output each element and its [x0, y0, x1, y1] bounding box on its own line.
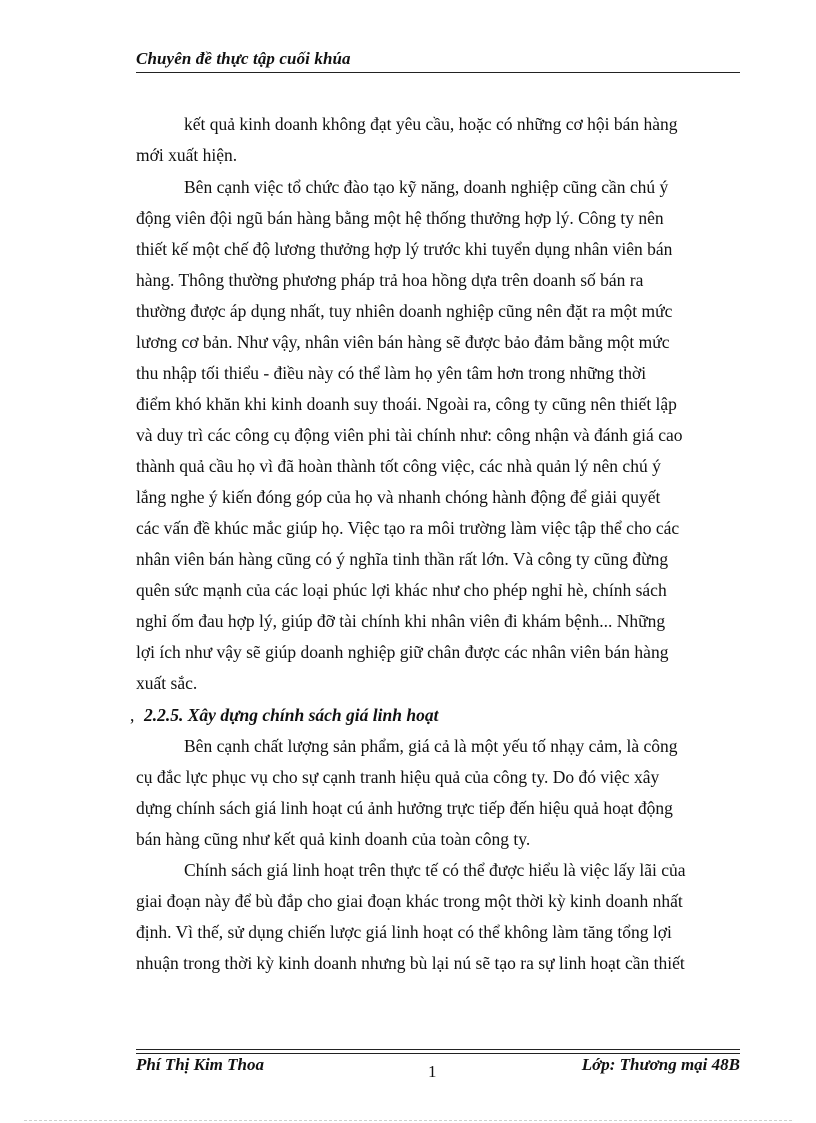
- paragraph-flexible-pricing: Chính sách giá linh hoạt trên thực tế có thể được hiểu là việc lấy lãi của giai đoạn này để bù đắp cho giai đoạn khác trong một thời kỳ kinh doanh nhất định. Vì thế, sử dụng chiến lược giá linh hoạt có thể không làm tăng tổng lợi nhuận trong thời kỳ kinh doanh nhưng bù lại nú sẽ tạo ra sự linh hoạt cần thiết: [136, 860, 686, 973]
- footer-class: Lớp: Thương mại 48B: [581, 1055, 740, 1074]
- page-edge-divider: [24, 1120, 792, 1121]
- header-title: Chuyên đề thực tập cuối khúa: [136, 49, 351, 68]
- footer-author: Phí Thị Kim Thoa: [136, 1055, 264, 1074]
- footer-divider: [136, 1049, 740, 1054]
- section-heading-text: 2.2.5. Xây dựng chính sách giá linh hoạt: [144, 705, 439, 725]
- section-heading-mark: ,: [130, 705, 135, 725]
- paragraph-pricing-intro: Bên cạnh chất lượng sản phẩm, giá cả là một yếu tố nhạy cảm, là công cụ đắc lực phục vụ cho sự cạnh tranh hiệu quả của công ty. Do đó việc xây dựng chính sách giá linh hoạt cú ảnh hưởng trực tiếp đến hiệu quả hoạt động bán hàng cũng như kết quả kinh doanh của toàn công ty.: [136, 736, 678, 849]
- document-body: [130, 109, 740, 979]
- page-header: [136, 48, 740, 73]
- paragraph-continuation: kết quả kinh doanh không đạt yêu cầu, hoặc có những cơ hội bán hàng mới xuất hiện.: [136, 114, 678, 165]
- page-number: 1: [428, 1062, 437, 1081]
- section-heading: [130, 699, 740, 731]
- paragraph-sales-motivation: Bên cạnh việc tổ chức đào tạo kỹ năng, doanh nghiệp cũng cần chú ý động viên đội ngũ bán hàng bằng một hệ thống thưởng hợp lý. Công ty nên thiết kế một chế độ lương thưởng hợp lý trước khi tuyển dụng nhân viên bán hàng. Thông thường phương pháp trả hoa hồng dựa trên doanh số bán ra thường được áp dụng nhất, tuy nhiên doanh nghiệp cũng nên đặt ra một mức lương cơ bản. Như vậy, nhân viên bán hàng sẽ được bảo đảm bằng một mức thu nhập tối thiểu - điều này có thể làm họ yên tâm hơn trong những thời điểm khó khăn khi kinh doanh suy thoái. Ngoài ra, công ty cũng nên thiết lập và duy trì các công cụ động viên phi tài chính như: công nhận và đánh giá cao thành quả cầu họ vì đã hoàn thành tốt công việc, các nhà quản lý nên chú ý lắng nghe ý kiến đóng góp của họ và nhanh chóng hành động để giải quyết các vấn đề khúc mắc giúp họ. Việc tạo ra môi trường làm việc tập thể cho các nhân viên bán hàng cũng có ý nghĩa tinh thần rất lớn. Và công ty cũng đừng quên sức mạnh của các loại phúc lợi khác như cho phép nghỉ hè, chính sách nghỉ ốm đau hợp lý, giúp đỡ tài chính khi nhân viên đi khám bệnh... Những lợi ích như vậy sẽ giúp doanh nghiệp giữ chân được các nhân viên bán hàng xuất sắc.: [136, 177, 683, 693]
